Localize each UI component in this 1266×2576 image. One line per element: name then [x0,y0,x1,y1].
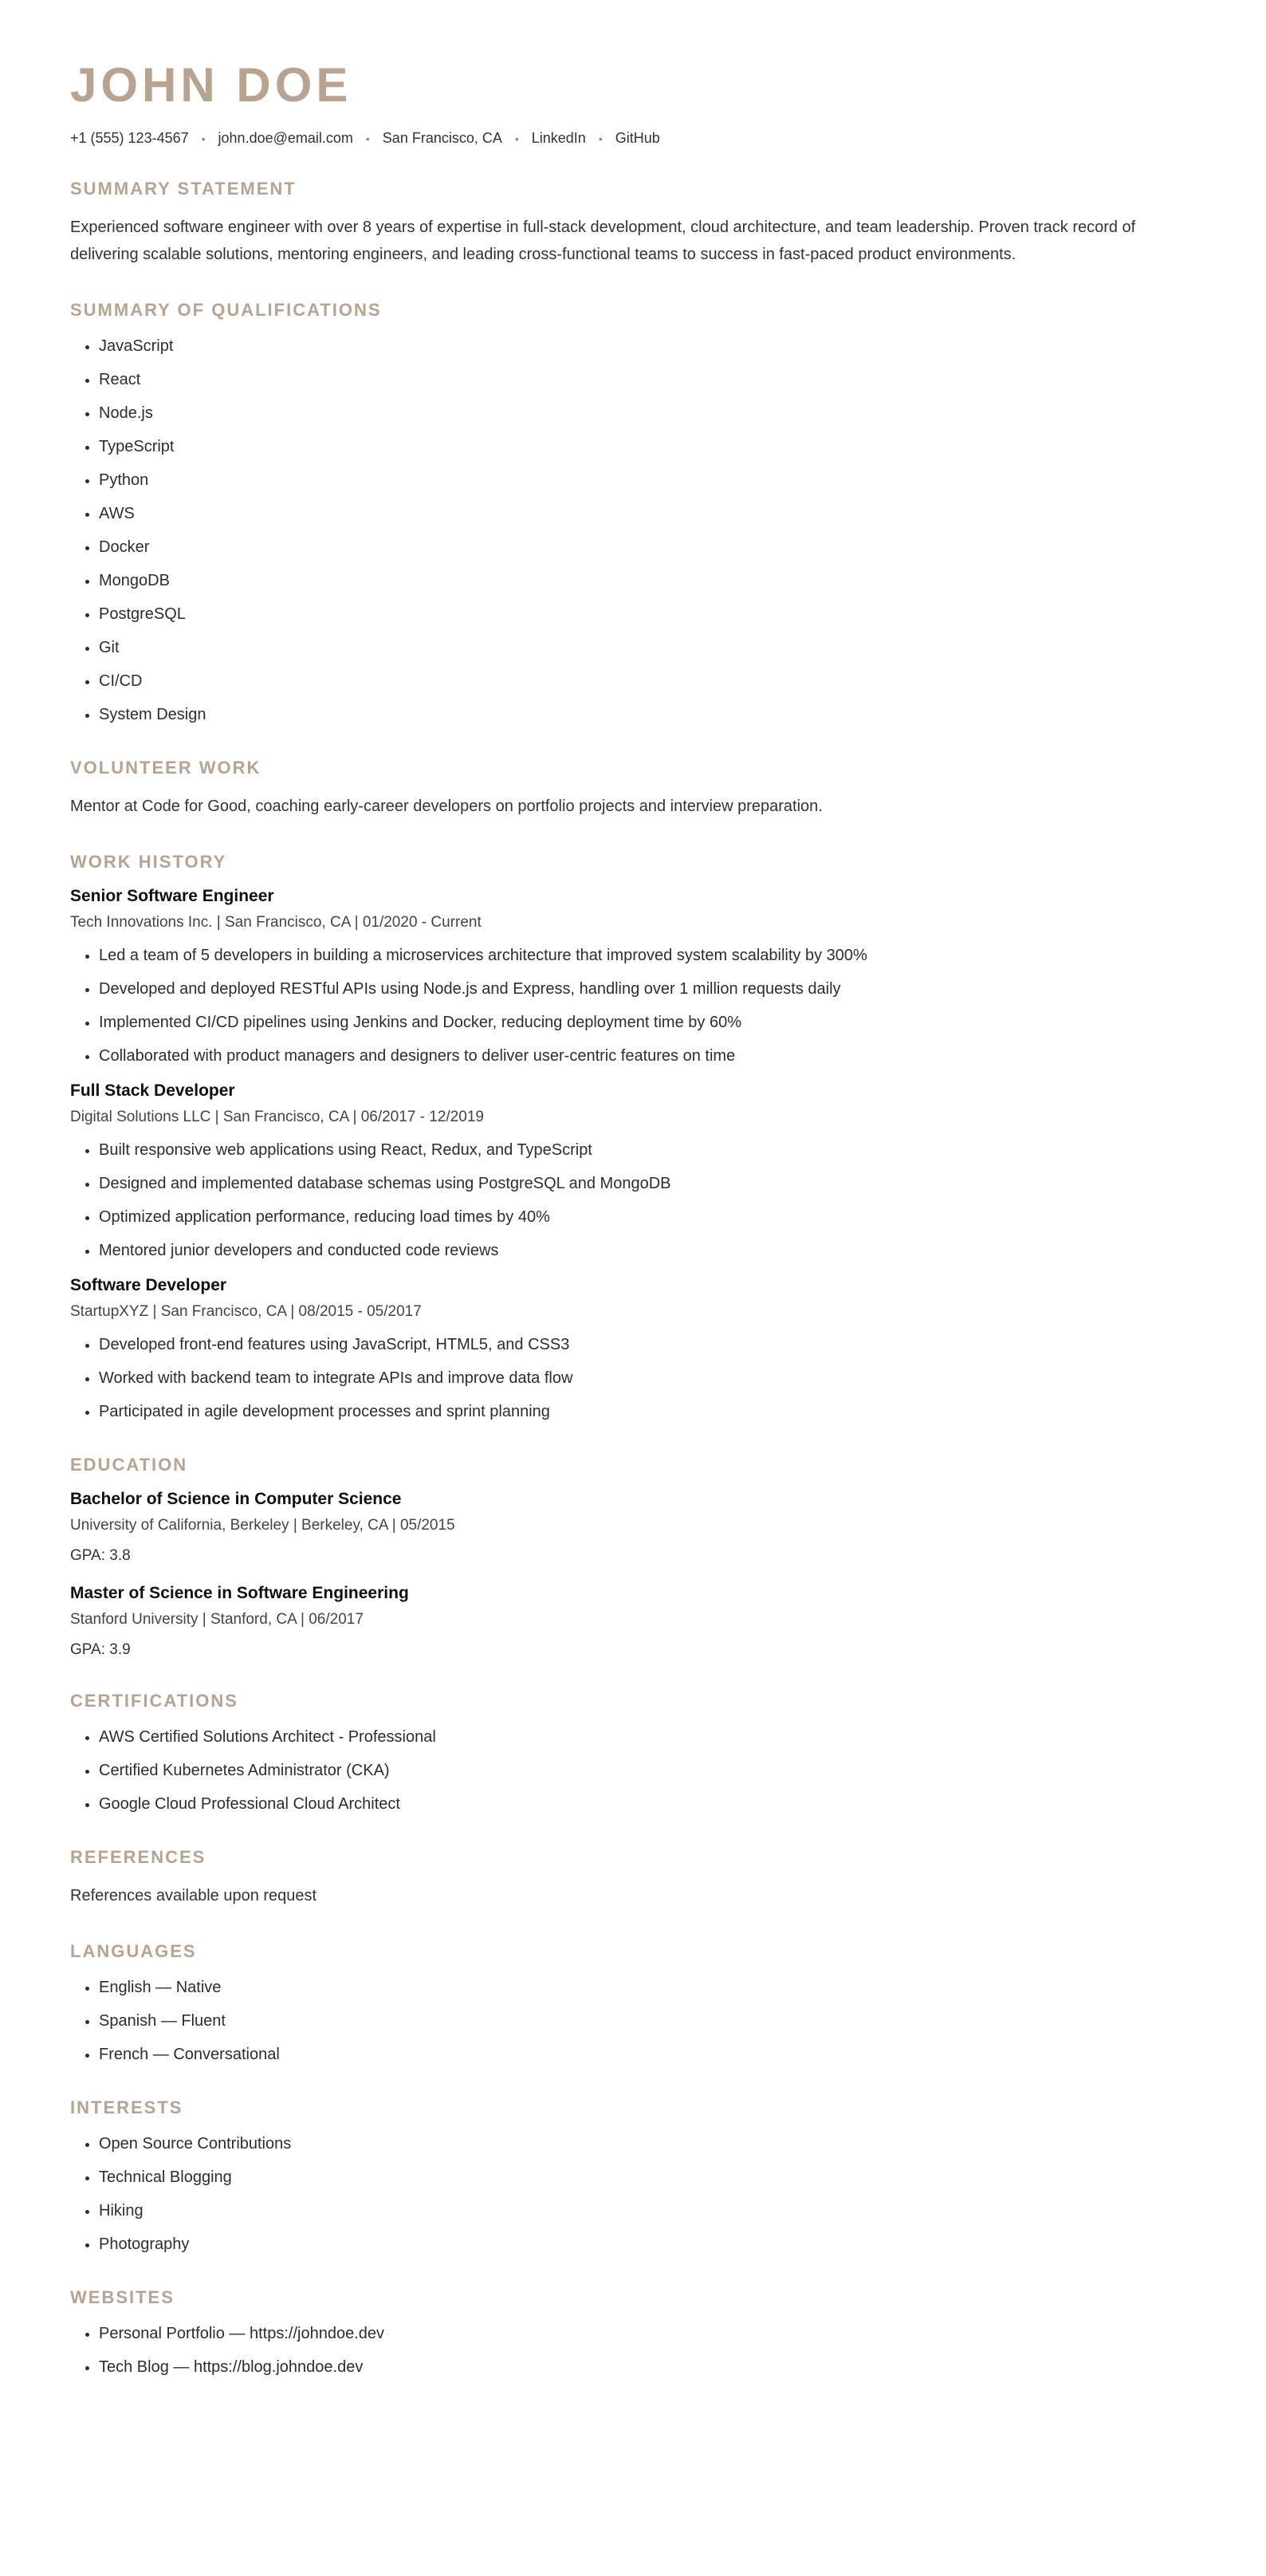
references-section [70,1847,1196,1909]
summary-text: Experienced software engineer with over 8 years of expertise in full-stack development, cloud architecture, and team leadership. Proven track record of delivering scalable solutions, mentoring engineers, and leading cross-functional teams to success in fast-paced product environments. [70,219,1136,263]
volunteer-text: Mentor at Code for Good, coaching early-career developers on portfolio projects and interview preparation. [70,798,823,815]
job-bullets [70,944,1196,1067]
job-subtitle: Digital Solutions LLC | San Francisco, CA | 06/2017 - 12/2019 [70,1109,484,1125]
section-heading: WEBSITES [70,2287,175,2307]
contact-location: San Francisco, CA [382,130,502,146]
summary-section [70,179,1196,268]
job-bullets [70,1333,1196,1423]
interests-section [70,2097,1196,2255]
list-item: • Git [99,636,1196,659]
list-item: • MongoDB [99,569,1196,592]
list-item: • React [99,368,1196,391]
list-item: • Implemented CI/CD pipelines using Jenkins and Docker, reducing deployment time by 60% [99,1011,1196,1034]
list-item: • AWS [99,502,1196,525]
degree-subtitle: University of California, Berkeley | Berkeley, CA | 05/2015 [70,1517,455,1534]
job-title: Software Developer [70,1276,227,1294]
separator-dot: • [201,132,206,145]
list-item: • Led a team of 5 developers in building a microservices architecture that improved system scalability by 300% [99,944,1196,967]
section-heading: REFERENCES [70,1847,206,1867]
degree-title: Bachelor of Science in Computer Science [70,1490,402,1508]
degree-subtitle: Stanford University | Stanford, CA | 06/2017 [70,1611,364,1628]
contact-phone[interactable]: +1 (555) 123-4567 [70,130,189,146]
list-item: • Optimized application performance, reducing load times by 40% [99,1206,1196,1228]
degree-title: Master of Science in Software Engineering [70,1584,409,1602]
section-heading: CERTIFICATIONS [70,1691,238,1711]
list-item: • TypeScript [99,435,1196,458]
job-subtitle: Tech Innovations Inc. | San Francisco, CA | 01/2020 - Current [70,914,482,931]
list-item: • Open Source Contributions [99,2133,1196,2155]
resume-name: JOHN DOE [70,58,352,112]
section-heading: VOLUNTEER WORK [70,758,261,778]
list-item: • Technical Blogging [99,2166,1196,2188]
languages-list [70,1976,1196,2066]
list-item: • CI/CD [99,670,1196,692]
certifications-list [70,1726,1196,1815]
education-section [70,1455,1196,1659]
list-item: • Collaborated with product managers and designers to deliver user-centric features on time [99,1045,1196,1067]
list-item: • Spanish — Fluent [99,2010,1196,2032]
separator-dot: • [514,132,519,145]
list-item: • Python [99,469,1196,491]
degree-entry [70,1584,1196,1659]
work-history-section [70,852,1196,1423]
list-item: • Certified Kubernetes Administrator (CKA) [99,1759,1196,1782]
list-item: • Developed front-end features using JavaScript, HTML5, and CSS3 [99,1333,1196,1356]
contact-linkedin-link[interactable]: LinkedIn [531,130,586,146]
languages-section [70,1941,1196,2066]
qualifications-list [70,335,1196,726]
job-entry [70,887,1196,1067]
section-heading: LANGUAGES [70,1941,197,1961]
list-item: • English — Native [99,1976,1196,1999]
websites-list [70,2322,1196,2378]
job-subtitle: StartupXYZ | San Francisco, CA | 08/2015 - 05/2017 [70,1303,422,1320]
references-text: References available upon request [70,1887,317,1904]
section-heading: SUMMARY OF QUALIFICATIONS [70,300,382,320]
list-item: • Docker [99,536,1196,558]
job-bullets [70,1139,1196,1262]
website-link[interactable]: • Tech Blog — https://blog.johndoe.dev [99,2356,1196,2378]
list-item: • Worked with backend team to integrate APIs and improve data flow [99,1367,1196,1389]
list-item: • PostgreSQL [99,603,1196,625]
list-item: • French — Conversational [99,2043,1196,2066]
contact-email[interactable]: john.doe@email.com [218,130,353,146]
job-title: Senior Software Engineer [70,887,274,905]
list-item: • Google Cloud Professional Cloud Architect [99,1793,1196,1815]
section-heading: WORK HISTORY [70,852,227,872]
list-item: • Photography [99,2233,1196,2255]
separator-dot: • [598,132,603,145]
list-item: • Mentored junior developers and conducted code reviews [99,1239,1196,1262]
websites-section [70,2287,1196,2378]
interests-list [70,2133,1196,2255]
section-heading: SUMMARY STATEMENT [70,179,297,199]
list-item: • Participated in agile development processes and sprint planning [99,1400,1196,1423]
qualifications-section [70,300,1196,726]
website-link[interactable]: • Personal Portfolio — https://johndoe.dev [99,2322,1196,2345]
list-item: • Node.js [99,402,1196,424]
separator-dot: • [365,132,370,145]
list-item: • JavaScript [99,335,1196,357]
degree-entry [70,1490,1196,1565]
section-heading: INTERESTS [70,2097,183,2117]
degree-gpa: GPA: 3.9 [70,1641,131,1658]
list-item: • AWS Certified Solutions Architect - Professional [99,1726,1196,1748]
job-entry [70,1276,1196,1423]
section-heading: EDUCATION [70,1455,188,1475]
certifications-section [70,1691,1196,1815]
volunteer-section [70,758,1196,820]
list-item: • Hiking [99,2200,1196,2222]
contact-github-link[interactable]: GitHub [615,130,660,146]
contact-bar [70,130,1196,147]
list-item: • Built responsive web applications using React, Redux, and TypeScript [99,1139,1196,1161]
list-item: • Developed and deployed RESTful APIs using Node.js and Express, handling over 1 million requests daily [99,978,1196,1000]
list-item: • Designed and implemented database schemas using PostgreSQL and MongoDB [99,1172,1196,1195]
degree-gpa: GPA: 3.8 [70,1547,131,1564]
job-title: Full Stack Developer [70,1081,235,1100]
job-entry [70,1081,1196,1262]
list-item: • System Design [99,703,1196,726]
